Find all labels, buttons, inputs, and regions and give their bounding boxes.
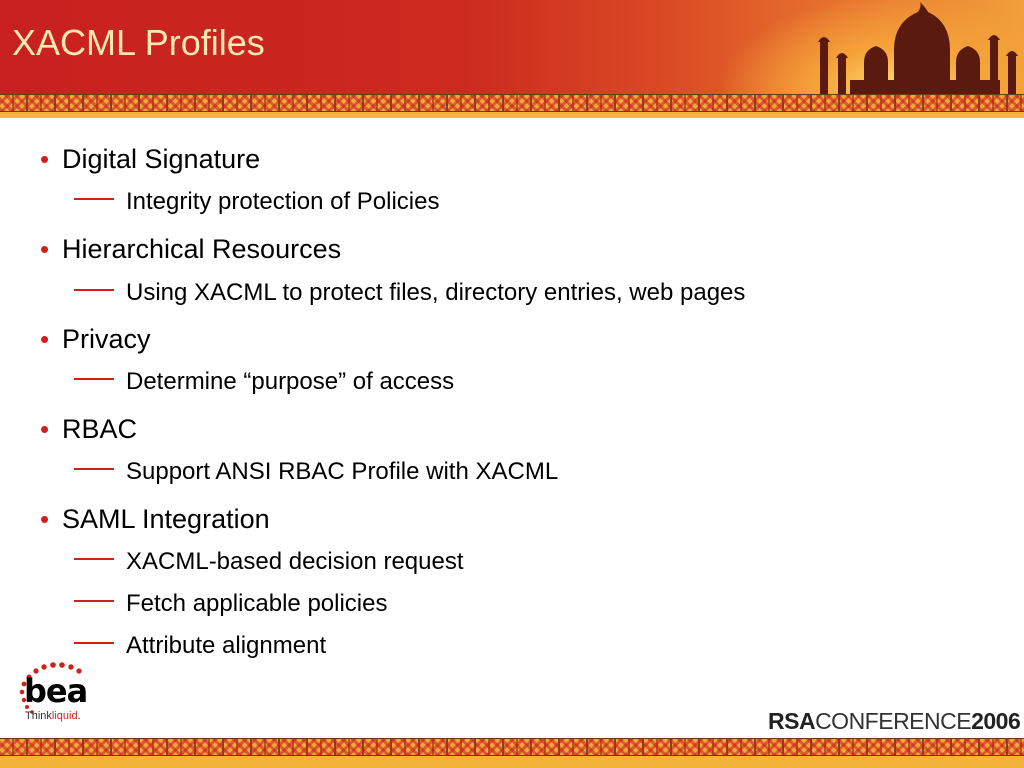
bullet-dot-icon: • xyxy=(40,144,50,174)
bullet-dot-icon: • xyxy=(40,324,50,354)
bullet-privacy xyxy=(40,324,151,355)
bullet-rbac xyxy=(40,414,137,445)
sub-bullet-fetch-policies xyxy=(74,590,387,618)
slide-title: XACML Profiles xyxy=(12,22,265,63)
sub-bullet-integrity xyxy=(74,188,440,216)
bullet-text: RBAC xyxy=(62,414,138,444)
dash-icon xyxy=(74,600,114,602)
sub-bullet-using-xacml xyxy=(74,279,745,307)
bullet-saml-integration xyxy=(40,504,270,535)
bullet-digital-signature xyxy=(40,144,260,175)
gold-rule-bottom xyxy=(0,756,1024,768)
dash-icon xyxy=(74,198,114,200)
bea-logo-text: bea xyxy=(24,672,88,710)
sub-bullet-text: Support ANSI RBAC Profile with XACML xyxy=(126,458,559,485)
bullet-text: SAML Integration xyxy=(62,504,270,534)
dash-icon xyxy=(74,468,114,470)
rsa-prefix: RSA xyxy=(768,708,816,734)
rsa-year: 2006 xyxy=(971,708,1021,734)
rsa-conference-logo xyxy=(768,708,1020,735)
sub-bullet-decision-request xyxy=(74,548,464,576)
bullet-dot-icon: • xyxy=(40,504,50,534)
dash-icon xyxy=(74,558,114,560)
sub-bullet-text: Using XACML to protect files, directory entries, web pages xyxy=(126,279,746,306)
dash-icon xyxy=(74,289,114,291)
bea-tagline: Thinkliquid. xyxy=(25,710,81,722)
sub-bullet-purpose xyxy=(74,368,454,396)
bullet-dot-icon: • xyxy=(40,234,50,264)
bullet-text: Hierarchical Resources xyxy=(62,234,342,264)
bullet-text: Privacy xyxy=(62,324,151,354)
decorative-band-bottom xyxy=(0,738,1024,756)
sub-bullet-text: XACML-based decision request xyxy=(126,548,464,575)
sub-bullet-text: Attribute alignment xyxy=(126,632,327,659)
dash-icon xyxy=(74,642,114,644)
sub-bullet-ansi-rbac xyxy=(74,458,558,486)
sub-bullet-text: Integrity protection of Policies xyxy=(126,188,440,215)
bullet-text: Digital Signature xyxy=(62,144,261,174)
rsa-conference-word: CONFERENCE xyxy=(815,708,972,734)
bullet-dot-icon: • xyxy=(40,414,50,444)
bullet-hierarchical-resources xyxy=(40,234,341,265)
sub-bullet-attribute-alignment xyxy=(74,632,326,660)
dash-icon xyxy=(74,378,114,380)
sub-bullet-text: Determine “purpose” of access xyxy=(126,368,455,395)
sub-bullet-text: Fetch applicable policies xyxy=(126,590,388,617)
